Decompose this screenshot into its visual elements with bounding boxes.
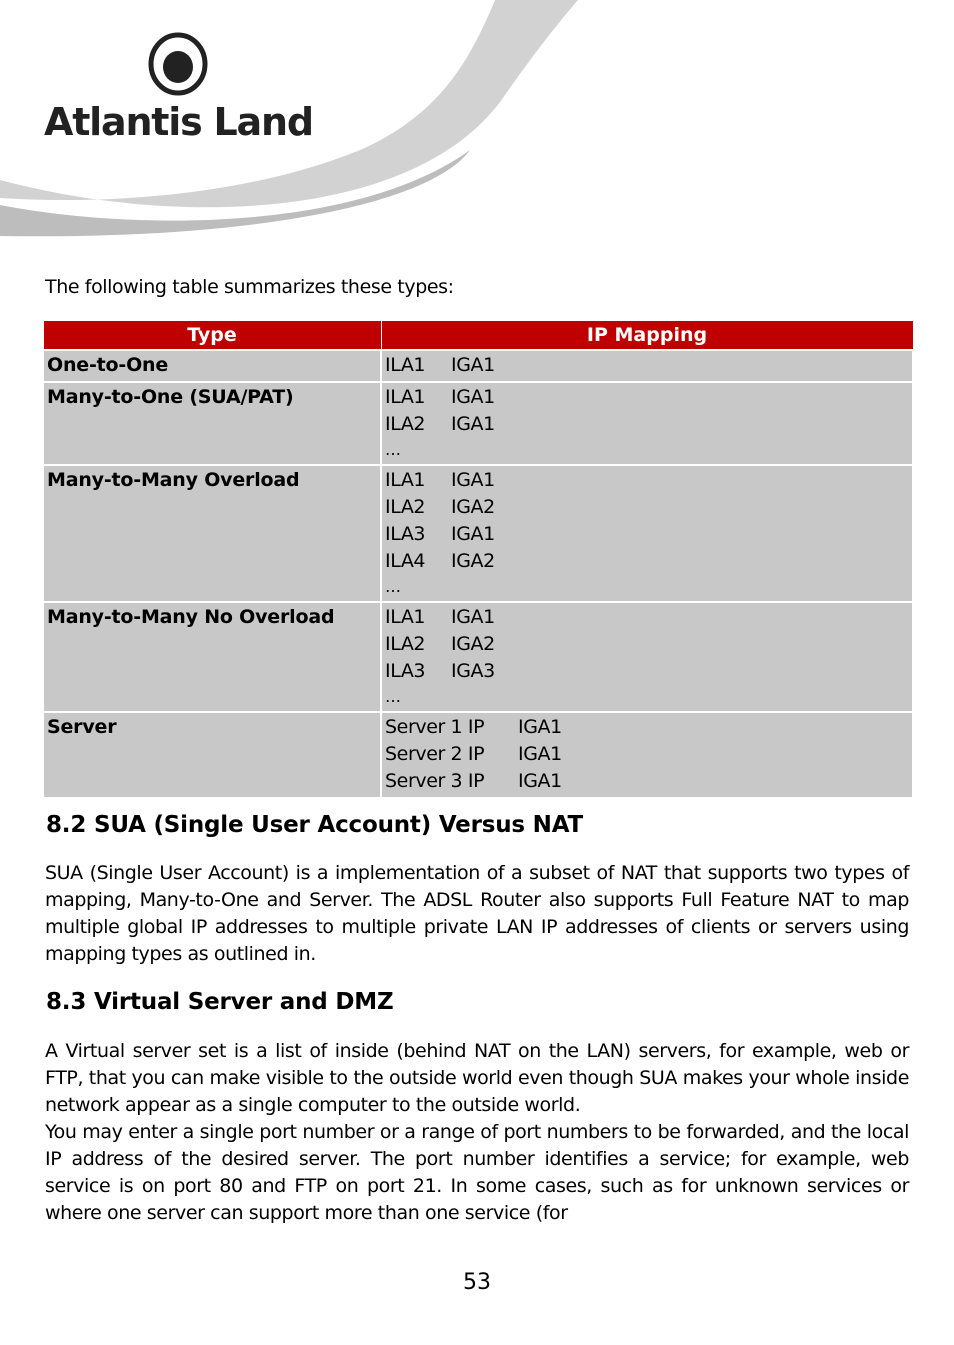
- header-ip-mapping: IP Mapping: [381, 321, 913, 351]
- intro-text: The following table summarizes these types:: [45, 276, 454, 298]
- mapping-line: [385, 768, 909, 795]
- global-address: IGA3: [451, 660, 495, 682]
- global-address: IGA2: [451, 496, 495, 518]
- local-address: ILA3: [385, 660, 426, 682]
- ellipsis: …: [385, 577, 401, 596]
- brand-wordmark: Atlantis Land: [44, 100, 313, 144]
- ip-mapping-table: [42, 320, 914, 799]
- local-address: ILA3: [385, 523, 426, 545]
- local-address: Server 2 IP: [385, 743, 485, 765]
- global-address: IGA1: [451, 413, 495, 435]
- local-address: ILA2: [385, 413, 426, 435]
- local-address: ILA1: [385, 386, 426, 408]
- mapping-line: [385, 658, 909, 685]
- local-address: Server 3 IP: [385, 770, 485, 792]
- table-row: [43, 465, 913, 602]
- section-body-8-3-para1: A Virtual server set is a list of inside (behind NAT on the LAN) servers, for example, web or FTP, that you can make visible to the outside world even though SUA makes your whole inside network appear as a single computer to the outside world.: [45, 1040, 909, 1116]
- mapping-cell: [381, 602, 913, 712]
- mapping-line: [385, 411, 909, 438]
- global-address: IGA1: [451, 354, 495, 376]
- type-cell: Many-to-Many Overload: [43, 465, 381, 602]
- ellipsis: …: [385, 440, 401, 459]
- local-address: ILA1: [385, 469, 426, 491]
- mapping-line: [385, 467, 909, 494]
- table-row: [43, 712, 913, 798]
- page-number: 53: [463, 1270, 491, 1295]
- type-cell: One-to-One: [43, 350, 381, 382]
- mapping-line: [385, 384, 909, 411]
- type-cell: Many-to-One (SUA/PAT): [43, 382, 381, 465]
- table-row: [43, 602, 913, 712]
- ellipsis: …: [385, 687, 401, 706]
- table-row: [43, 382, 913, 465]
- mapping-line: [385, 548, 909, 575]
- mapping-cell: [381, 350, 913, 382]
- global-address: IGA2: [451, 550, 495, 572]
- global-address: IGA1: [451, 606, 495, 628]
- global-address: IGA2: [451, 633, 495, 655]
- mapping-cell: [381, 712, 913, 798]
- global-address: IGA1: [451, 469, 495, 491]
- type-cell: Many-to-Many No Overload: [43, 602, 381, 712]
- table-header-row: [43, 321, 913, 351]
- global-address: IGA1: [518, 743, 562, 765]
- section-body-8-2: SUA (Single User Account) is a implementation of a subset of NAT that supports two types of mapping, Many-to-One and Server. The ADSL Router also supports Full Feature NAT to map multiple global IP addresses to multiple private LAN IP addresses of clients or servers using mapping types as outlined in.: [45, 862, 909, 965]
- local-address: ILA2: [385, 633, 426, 655]
- mapping-line: [385, 521, 909, 548]
- header-type: Type: [43, 321, 381, 351]
- global-address: IGA1: [518, 770, 562, 792]
- local-address: Server 1 IP: [385, 716, 485, 738]
- section-body-8-3-para2: You may enter a single port number or a range of port numbers to be forwarded, and the local IP address of the desired server. The port number identifies a service; for example, web service is on port 80 and FTP on port 21. In some cases, such as for unknown services or where one server can support more than one service (for: [45, 1121, 909, 1224]
- section-heading-8-3: 8.3 Virtual Server and DMZ: [46, 989, 394, 1015]
- brand-logo: [44, 32, 314, 142]
- local-address: ILA2: [385, 496, 426, 518]
- local-address: ILA1: [385, 606, 426, 628]
- mapping-cell: [381, 465, 913, 602]
- mapping-line: [385, 494, 909, 521]
- mapping-line: [385, 741, 909, 768]
- mapping-line: [385, 604, 909, 631]
- type-cell: Server: [43, 712, 381, 798]
- local-address: ILA1: [385, 354, 426, 376]
- table-row: [43, 350, 913, 382]
- mapping-line: [385, 714, 909, 741]
- mapping-line: [385, 631, 909, 658]
- global-address: IGA1: [451, 523, 495, 545]
- global-address: IGA1: [518, 716, 562, 738]
- mapping-line: [385, 352, 909, 379]
- section-heading-8-2: 8.2 SUA (Single User Account) Versus NAT: [46, 812, 584, 838]
- mapping-cell: [381, 382, 913, 465]
- atlantis-circle-logo-icon: [148, 32, 208, 100]
- local-address: ILA4: [385, 550, 426, 572]
- global-address: IGA1: [451, 386, 495, 408]
